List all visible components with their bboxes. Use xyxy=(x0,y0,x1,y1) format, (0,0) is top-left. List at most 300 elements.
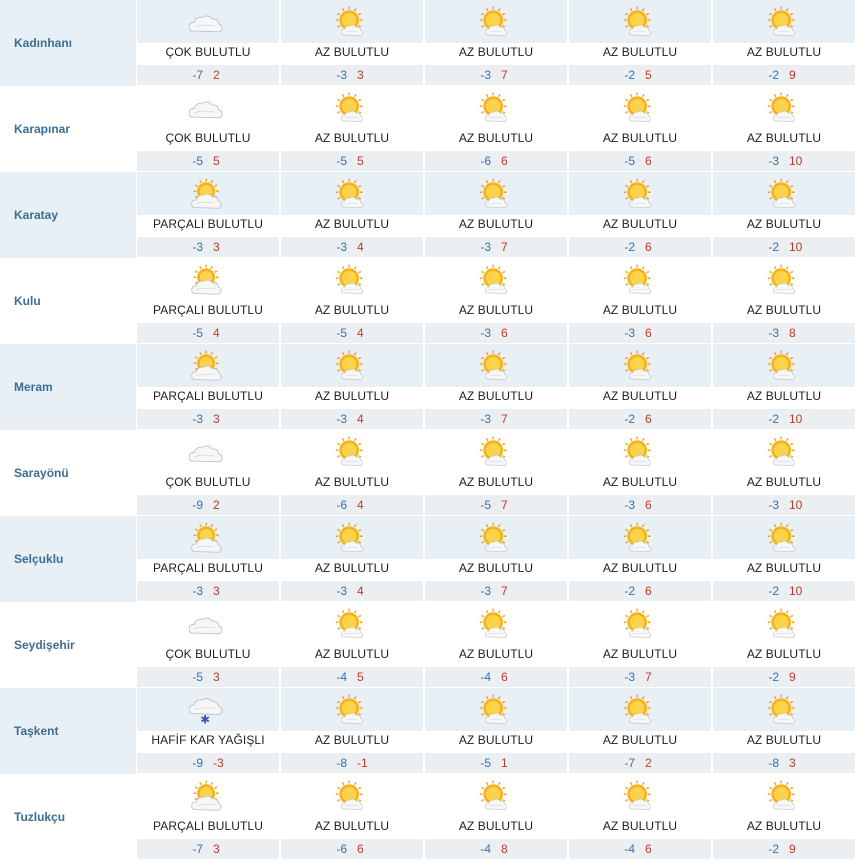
partly-sunny-icon xyxy=(477,177,513,211)
partly-sunny-icon xyxy=(477,435,513,469)
icon-area xyxy=(137,430,279,473)
forecast-cell xyxy=(137,602,279,688)
max-temp: 4 xyxy=(357,498,364,512)
icon-area xyxy=(713,172,855,215)
temperature-bar xyxy=(713,753,855,773)
temperature-bar xyxy=(281,839,423,859)
temperature-bar xyxy=(569,667,711,687)
min-temp: -4 xyxy=(480,842,491,856)
forecast-cell xyxy=(425,344,567,430)
icon-area xyxy=(569,516,711,559)
partly-sunny-icon xyxy=(765,349,801,383)
min-temp: -9 xyxy=(192,498,203,512)
condition-label: PARÇALI BULUTLU xyxy=(153,819,263,833)
min-temp: -2 xyxy=(768,584,779,598)
partly-sunny-icon xyxy=(333,91,369,125)
forecast-cell xyxy=(425,688,567,774)
min-temp: -2 xyxy=(624,584,635,598)
forecast-cell xyxy=(713,602,855,688)
max-temp: 3 xyxy=(789,756,796,770)
condition-label: AZ BULUTLU xyxy=(602,647,678,661)
condition-label: AZ BULUTLU xyxy=(314,131,390,145)
cloudy-icon xyxy=(189,607,225,641)
forecast-cell xyxy=(281,344,423,430)
icon-area xyxy=(569,344,711,387)
icon-area xyxy=(569,430,711,473)
icon-area xyxy=(281,516,423,559)
condition-label: PARÇALI BULUTLU xyxy=(153,561,263,575)
condition-label: AZ BULUTLU xyxy=(746,217,822,231)
condition-label: AZ BULUTLU xyxy=(602,217,678,231)
forecast-cell xyxy=(713,0,855,86)
temperature-bar xyxy=(425,839,567,859)
partly-sunny-icon xyxy=(621,5,657,39)
forecast-cell xyxy=(137,86,279,172)
condition-label: AZ BULUTLU xyxy=(314,819,390,833)
forecast-cell xyxy=(425,430,567,516)
condition-label: AZ BULUTLU xyxy=(746,131,822,145)
max-temp: 7 xyxy=(501,412,508,426)
min-temp: -2 xyxy=(768,68,779,82)
max-temp: 6 xyxy=(357,842,364,856)
min-temp: -3 xyxy=(768,498,779,512)
temperature-bar xyxy=(281,495,423,515)
partly-sunny-icon xyxy=(333,349,369,383)
mostly-cloudy-sun-icon xyxy=(189,177,225,211)
partly-sunny-icon xyxy=(477,349,513,383)
cloudy-icon xyxy=(189,435,225,469)
forecast-cell xyxy=(281,0,423,86)
icon-area xyxy=(137,344,279,387)
condition-label: AZ BULUTLU xyxy=(602,389,678,403)
temperature-bar xyxy=(569,409,711,429)
temperature-bar xyxy=(137,151,279,171)
min-temp: -3 xyxy=(624,498,635,512)
condition-label: ÇOK BULUTLU xyxy=(165,647,251,661)
max-temp: 2 xyxy=(213,498,220,512)
min-temp: -3 xyxy=(768,154,779,168)
light-snow-icon xyxy=(189,693,225,727)
icon-area xyxy=(425,602,567,645)
forecast-cell xyxy=(281,602,423,688)
city-name[interactable]: Kadınhanı xyxy=(0,0,136,86)
max-temp: 6 xyxy=(645,498,652,512)
temperature-bar xyxy=(569,839,711,859)
icon-area xyxy=(713,602,855,645)
forecast-cell xyxy=(425,86,567,172)
min-temp: -4 xyxy=(624,842,635,856)
city-row xyxy=(0,344,866,430)
partly-sunny-icon xyxy=(765,435,801,469)
temperature-bar xyxy=(137,237,279,257)
partly-sunny-icon xyxy=(333,263,369,297)
icon-area xyxy=(281,344,423,387)
partly-sunny-icon xyxy=(621,693,657,727)
condition-label: AZ BULUTLU xyxy=(746,819,822,833)
condition-label: PARÇALI BULUTLU xyxy=(153,389,263,403)
temperature-bar xyxy=(713,495,855,515)
condition-label: AZ BULUTLU xyxy=(602,303,678,317)
condition-label: AZ BULUTLU xyxy=(746,389,822,403)
max-temp: 6 xyxy=(645,842,652,856)
max-temp: 3 xyxy=(213,240,220,254)
city-row xyxy=(0,602,866,688)
temperature-bar xyxy=(281,237,423,257)
partly-sunny-icon xyxy=(621,349,657,383)
max-temp: 10 xyxy=(789,412,803,426)
partly-sunny-icon xyxy=(765,779,801,813)
temperature-bar xyxy=(281,151,423,171)
temperature-bar xyxy=(713,839,855,859)
max-temp: 6 xyxy=(645,412,652,426)
condition-label: ÇOK BULUTLU xyxy=(165,45,251,59)
icon-area xyxy=(713,774,855,817)
temperature-bar xyxy=(137,753,279,773)
min-temp: -5 xyxy=(192,670,203,684)
svg-text:✱: ✱ xyxy=(200,712,211,727)
forecast-cell xyxy=(137,344,279,430)
forecast-cell xyxy=(137,258,279,344)
icon-area xyxy=(569,602,711,645)
city-row xyxy=(0,86,866,172)
condition-label: PARÇALI BULUTLU xyxy=(153,217,263,231)
max-temp: 8 xyxy=(501,842,508,856)
min-temp: -3 xyxy=(192,584,203,598)
icon-area xyxy=(569,0,711,43)
city-name[interactable]: Karapınar xyxy=(14,122,71,136)
min-temp: -2 xyxy=(624,412,635,426)
icon-area xyxy=(713,0,855,43)
temperature-bar xyxy=(569,237,711,257)
min-temp: -3 xyxy=(192,412,203,426)
max-temp: 4 xyxy=(357,326,364,340)
partly-sunny-icon xyxy=(765,91,801,125)
city-name[interactable]: Tuzlukçu xyxy=(14,810,66,824)
condition-label: AZ BULUTLU xyxy=(458,131,534,145)
forecast-cell xyxy=(137,516,279,602)
city-name[interactable]: Kulu xyxy=(14,294,41,308)
forecast-cell xyxy=(713,516,855,602)
max-temp: 6 xyxy=(501,154,508,168)
partly-sunny-icon xyxy=(621,177,657,211)
condition-label: AZ BULUTLU xyxy=(746,647,822,661)
max-temp: 4 xyxy=(213,326,220,340)
condition-label: AZ BULUTLU xyxy=(314,647,390,661)
condition-label: AZ BULUTLU xyxy=(458,819,534,833)
max-temp: 6 xyxy=(645,326,652,340)
min-temp: -5 xyxy=(624,154,635,168)
icon-area xyxy=(569,688,711,731)
icon-area xyxy=(425,688,567,731)
icon-area xyxy=(425,172,567,215)
city-name[interactable]: Taşkent xyxy=(0,688,136,774)
city-name[interactable]: Meram xyxy=(0,344,136,430)
condition-label: ÇOK BULUTLU xyxy=(165,475,251,489)
min-temp: -5 xyxy=(480,756,491,770)
max-temp: 2 xyxy=(645,756,652,770)
partly-sunny-icon xyxy=(333,779,369,813)
temperature-bar xyxy=(281,753,423,773)
min-temp: -3 xyxy=(480,584,491,598)
icon-area xyxy=(137,602,279,645)
icon-area xyxy=(281,172,423,215)
temperature-bar xyxy=(425,667,567,687)
icon-area xyxy=(569,258,711,301)
temperature-bar xyxy=(569,495,711,515)
city-name[interactable]: Selçuklu xyxy=(0,516,136,602)
condition-label: AZ BULUTLU xyxy=(458,303,534,317)
forecast-cell xyxy=(425,602,567,688)
partly-sunny-icon xyxy=(477,263,513,297)
forecast-cell xyxy=(569,430,711,516)
min-temp: -6 xyxy=(480,154,491,168)
max-temp: 10 xyxy=(789,154,803,168)
min-temp: -3 xyxy=(624,670,635,684)
min-temp: -5 xyxy=(336,154,347,168)
min-temp: -3 xyxy=(480,68,491,82)
icon-area xyxy=(713,688,855,731)
condition-label: AZ BULUTLU xyxy=(602,475,678,489)
max-temp: 7 xyxy=(645,670,652,684)
temperature-bar xyxy=(569,151,711,171)
partly-sunny-icon xyxy=(621,779,657,813)
temperature-bar xyxy=(569,323,711,343)
max-temp: 10 xyxy=(789,240,803,254)
icon-area xyxy=(713,258,855,301)
temperature-bar xyxy=(713,65,855,85)
partly-sunny-icon xyxy=(477,779,513,813)
min-temp: -8 xyxy=(768,756,779,770)
icon-area xyxy=(137,172,279,215)
city-name[interactable]: Karatay xyxy=(0,172,136,258)
partly-sunny-icon xyxy=(621,607,657,641)
partly-sunny-icon xyxy=(765,693,801,727)
temperature-bar xyxy=(713,581,855,601)
city-row xyxy=(0,516,866,602)
max-temp: 2 xyxy=(213,68,220,82)
icon-area xyxy=(713,430,855,473)
icon-area xyxy=(281,602,423,645)
forecast-cell xyxy=(425,774,567,860)
partly-sunny-icon xyxy=(477,607,513,641)
max-temp: 4 xyxy=(357,240,364,254)
max-temp: 9 xyxy=(789,68,796,82)
max-temp: 5 xyxy=(213,154,220,168)
min-temp: -7 xyxy=(624,756,635,770)
min-temp: -3 xyxy=(768,326,779,340)
min-temp: -5 xyxy=(336,326,347,340)
condition-label: AZ BULUTLU xyxy=(458,475,534,489)
partly-sunny-icon xyxy=(621,91,657,125)
temperature-bar xyxy=(281,581,423,601)
icon-area xyxy=(281,774,423,817)
forecast-cell xyxy=(137,688,279,774)
max-temp: 6 xyxy=(645,154,652,168)
partly-sunny-icon xyxy=(621,521,657,555)
condition-label: AZ BULUTLU xyxy=(314,217,390,231)
min-temp: -3 xyxy=(336,412,347,426)
partly-sunny-icon xyxy=(765,521,801,555)
forecast-cell xyxy=(569,86,711,172)
condition-label: AZ BULUTLU xyxy=(746,303,822,317)
temperature-bar xyxy=(425,65,567,85)
partly-sunny-icon xyxy=(477,693,513,727)
condition-label: AZ BULUTLU xyxy=(314,561,390,575)
partly-sunny-icon xyxy=(477,91,513,125)
icon-area xyxy=(713,344,855,387)
min-temp: -4 xyxy=(480,670,491,684)
forecast-cell xyxy=(713,430,855,516)
forecast-cell xyxy=(281,516,423,602)
max-temp: 1 xyxy=(501,756,508,770)
condition-label: AZ BULUTLU xyxy=(746,733,822,747)
condition-label: AZ BULUTLU xyxy=(314,45,390,59)
min-temp: -2 xyxy=(768,670,779,684)
condition-label: AZ BULUTLU xyxy=(602,561,678,575)
condition-label: AZ BULUTLU xyxy=(602,45,678,59)
forecast-cell xyxy=(137,430,279,516)
temperature-bar xyxy=(425,237,567,257)
min-temp: -3 xyxy=(192,240,203,254)
max-temp: 6 xyxy=(645,584,652,598)
partly-sunny-icon xyxy=(477,521,513,555)
icon-area xyxy=(137,516,279,559)
city-name[interactable]: Seydişehir xyxy=(14,638,75,652)
partly-sunny-icon xyxy=(621,263,657,297)
min-temp: -2 xyxy=(624,68,635,82)
partly-sunny-icon xyxy=(765,263,801,297)
mostly-cloudy-sun-icon xyxy=(189,779,225,813)
temperature-bar xyxy=(569,65,711,85)
max-temp: 5 xyxy=(357,154,364,168)
forecast-cell xyxy=(137,774,279,860)
condition-label: ÇOK BULUTLU xyxy=(165,131,251,145)
condition-label: AZ BULUTLU xyxy=(602,131,678,145)
forecast-cell xyxy=(137,0,279,86)
icon-area xyxy=(713,516,855,559)
city-row xyxy=(0,430,866,516)
partly-sunny-icon xyxy=(333,521,369,555)
city-row xyxy=(0,0,866,86)
min-temp: -6 xyxy=(336,498,347,512)
icon-area xyxy=(137,86,279,129)
max-temp: 3 xyxy=(213,412,220,426)
max-temp: 3 xyxy=(213,670,220,684)
city-row xyxy=(0,688,866,774)
condition-label: AZ BULUTLU xyxy=(314,733,390,747)
forecast-cell xyxy=(713,258,855,344)
temperature-bar xyxy=(425,495,567,515)
icon-area xyxy=(281,430,423,473)
min-temp: -2 xyxy=(768,412,779,426)
min-temp: -5 xyxy=(192,326,203,340)
max-temp: 7 xyxy=(501,498,508,512)
min-temp: -3 xyxy=(480,240,491,254)
forecast-cell xyxy=(569,602,711,688)
icon-area xyxy=(281,0,423,43)
temperature-bar xyxy=(713,237,855,257)
partly-sunny-icon xyxy=(621,435,657,469)
temperature-bar xyxy=(713,409,855,429)
forecast-cell xyxy=(425,0,567,86)
condition-label: HAFİF KAR YAĞIŞLI xyxy=(151,733,265,747)
icon-area xyxy=(137,258,279,301)
forecast-cell xyxy=(281,172,423,258)
temperature-bar xyxy=(425,409,567,429)
condition-label: AZ BULUTLU xyxy=(314,303,390,317)
forecast-cell xyxy=(281,430,423,516)
temperature-bar xyxy=(281,323,423,343)
condition-label: AZ BULUTLU xyxy=(746,475,822,489)
condition-label: AZ BULUTLU xyxy=(746,561,822,575)
temperature-bar xyxy=(281,65,423,85)
icon-area xyxy=(137,774,279,817)
min-temp: -2 xyxy=(768,240,779,254)
partly-sunny-icon xyxy=(333,693,369,727)
forecast-cell xyxy=(713,344,855,430)
icon-area xyxy=(425,258,567,301)
partly-sunny-icon xyxy=(333,177,369,211)
max-temp: 3 xyxy=(213,584,220,598)
forecast-cell xyxy=(569,344,711,430)
icon-area xyxy=(137,688,279,731)
partly-sunny-icon xyxy=(765,5,801,39)
partly-sunny-icon xyxy=(333,435,369,469)
temperature-bar xyxy=(137,65,279,85)
city-name[interactable]: Sarayönü xyxy=(14,466,69,480)
min-temp: -8 xyxy=(336,756,347,770)
cloudy-icon xyxy=(189,91,225,125)
temperature-bar xyxy=(569,753,711,773)
temperature-bar xyxy=(569,581,711,601)
forecast-cell xyxy=(281,86,423,172)
condition-label: AZ BULUTLU xyxy=(458,45,534,59)
temperature-bar xyxy=(137,839,279,859)
forecast-cell xyxy=(137,172,279,258)
icon-area xyxy=(425,774,567,817)
temperature-bar xyxy=(281,667,423,687)
forecast-cell xyxy=(713,172,855,258)
forecast-cell xyxy=(713,774,855,860)
icon-area xyxy=(425,430,567,473)
max-temp: 10 xyxy=(789,498,803,512)
icon-area xyxy=(425,0,567,43)
partly-sunny-icon xyxy=(333,5,369,39)
min-temp: -9 xyxy=(192,756,203,770)
min-temp: -3 xyxy=(336,240,347,254)
temperature-bar xyxy=(137,409,279,429)
temperature-bar xyxy=(137,581,279,601)
forecast-cell xyxy=(569,258,711,344)
condition-label: AZ BULUTLU xyxy=(746,45,822,59)
icon-area xyxy=(425,516,567,559)
forecast-cell xyxy=(425,516,567,602)
condition-label: AZ BULUTLU xyxy=(458,217,534,231)
icon-area xyxy=(137,0,279,43)
icon-area xyxy=(569,774,711,817)
max-temp: 7 xyxy=(501,240,508,254)
min-temp: -3 xyxy=(624,326,635,340)
forecast-cell xyxy=(569,516,711,602)
max-temp: 4 xyxy=(357,584,364,598)
condition-label: AZ BULUTLU xyxy=(602,819,678,833)
min-temp: -2 xyxy=(768,842,779,856)
max-temp: 6 xyxy=(501,326,508,340)
condition-label: AZ BULUTLU xyxy=(458,647,534,661)
forecast-cell xyxy=(569,688,711,774)
mostly-cloudy-sun-icon xyxy=(189,263,225,297)
icon-area xyxy=(281,688,423,731)
